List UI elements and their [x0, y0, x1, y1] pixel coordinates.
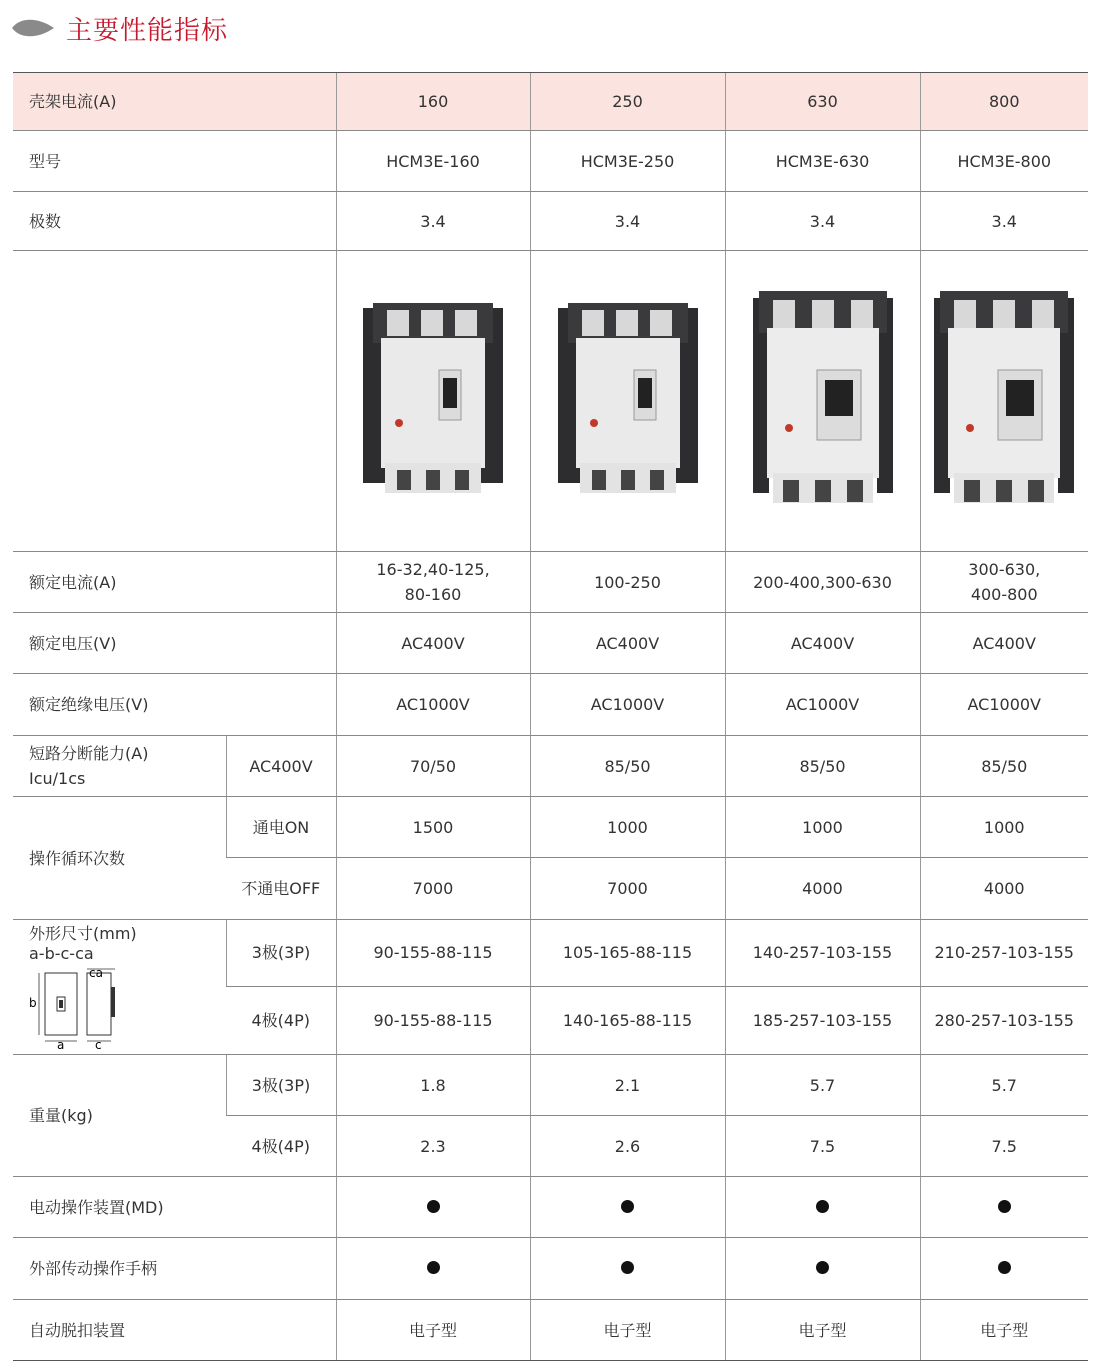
- dimensions-3p-row: [13, 920, 1088, 987]
- weight-4p-sublabel: 4极(4P): [226, 1116, 336, 1177]
- image-row: [13, 251, 1088, 552]
- model-cell: HCM3E-160: [336, 131, 530, 192]
- available-dot-icon: [621, 1261, 634, 1274]
- cycles-on-cell: 1000: [725, 797, 920, 858]
- available-dot-icon: [427, 1200, 440, 1213]
- poles-row: [13, 192, 1088, 251]
- page-title: 主要性能指标: [66, 15, 229, 46]
- cycles-off-cell: 7000: [336, 858, 530, 920]
- model-cell: HCM3E-800: [920, 131, 1088, 192]
- breaker-image-800: [920, 251, 1088, 552]
- motor-operator-cell: [530, 1177, 725, 1238]
- auto-trip-label: 自动脱扣装置: [13, 1300, 336, 1361]
- available-dot-icon: [816, 1200, 829, 1213]
- poles-cell: 3.4: [920, 192, 1088, 251]
- poles-cell: 3.4: [530, 192, 725, 251]
- dimensions-3p-cell: 140-257-103-155: [725, 920, 920, 987]
- rated-current-line: 100-250: [594, 572, 661, 592]
- cycles-label: 操作循环次数: [13, 797, 226, 920]
- dimensions-title: 外形尺寸(mm): [29, 924, 137, 943]
- external-handle-cell: [336, 1238, 530, 1300]
- cycles-on-cell: 1500: [336, 797, 530, 858]
- rated-current-row: [13, 552, 1088, 613]
- motor-operator-cell: [336, 1177, 530, 1238]
- poles-label: 极数: [13, 192, 336, 251]
- breaking-capacity-row: [13, 736, 1088, 797]
- frame-250: 250: [530, 73, 725, 131]
- auto-trip-cell: 电子型: [920, 1300, 1088, 1361]
- cycles-off-cell: 7000: [530, 858, 725, 920]
- frame-160: 160: [336, 73, 530, 131]
- weight-4p-cell: 7.5: [920, 1116, 1088, 1177]
- insulation-voltage-label: 额定绝缘电压(V): [13, 674, 336, 736]
- auto-trip-row: [13, 1300, 1088, 1361]
- weight-3p-cell: 5.7: [920, 1055, 1088, 1116]
- rated-current-cell: [336, 552, 530, 613]
- cycles-off-cell: 4000: [725, 858, 920, 920]
- weight-3p-row: [13, 1055, 1088, 1116]
- cycles-on-cell: 1000: [920, 797, 1088, 858]
- auto-trip-cell: 电子型: [336, 1300, 530, 1361]
- dim-a-label: a: [57, 1038, 65, 1049]
- insulation-voltage-cell: AC1000V: [336, 674, 530, 736]
- weight-label: 重量(kg): [13, 1055, 226, 1177]
- dimensions-4p-cell: 140-165-88-115: [530, 986, 725, 1054]
- breaking-cell: 85/50: [920, 736, 1088, 797]
- weight-3p-cell: 2.1: [530, 1055, 725, 1116]
- available-dot-icon: [427, 1261, 440, 1274]
- rated-current-cell: [530, 552, 725, 613]
- breaking-cell: 70/50: [336, 736, 530, 797]
- rated-current-cell: [725, 552, 920, 613]
- rated-voltage-label: 额定电压(V): [13, 613, 336, 674]
- cycles-on-sublabel: 通电ON: [226, 797, 336, 858]
- breaking-capacity-unit: Icu/1cs: [29, 769, 86, 788]
- model-cell: HCM3E-250: [530, 131, 725, 192]
- circuit-breaker-image: [934, 288, 1074, 508]
- circuit-breaker-image: [558, 298, 698, 498]
- rated-current-line: 200-400,300-630: [753, 572, 892, 592]
- dimensions-formula: a-b-c-ca: [29, 944, 94, 963]
- weight-4p-cell: 2.6: [530, 1116, 725, 1177]
- rated-voltage-cell: AC400V: [920, 613, 1088, 674]
- weight-3p-sublabel: 3极(3P): [226, 1055, 336, 1116]
- spec-table: [13, 72, 1088, 1361]
- external-handle-cell: [725, 1238, 920, 1300]
- model-label: 型号: [13, 131, 336, 192]
- cycles-off-sublabel: 不通电OFF: [226, 858, 336, 920]
- rated-voltage-cell: AC400V: [336, 613, 530, 674]
- dimensions-3p-cell: 210-257-103-155: [920, 920, 1088, 987]
- rated-current-line: 300-630,: [968, 560, 1041, 579]
- breaker-image-250: [530, 251, 725, 552]
- dimensions-4p-cell: 185-257-103-155: [725, 986, 920, 1054]
- dimensions-4p-cell: 90-155-88-115: [336, 986, 530, 1054]
- leaf-bullet-icon: [10, 15, 56, 41]
- header-row: [13, 73, 1088, 131]
- section-title: [10, 8, 228, 48]
- weight-4p-cell: 7.5: [725, 1116, 920, 1177]
- weight-3p-cell: 1.8: [336, 1055, 530, 1116]
- poles-cell: 3.4: [336, 192, 530, 251]
- cycles-on-cell: 1000: [530, 797, 725, 858]
- frame-800: 800: [920, 73, 1088, 131]
- dimension-diagram-icon: [29, 967, 129, 1049]
- available-dot-icon: [816, 1261, 829, 1274]
- breaking-cell: 85/50: [725, 736, 920, 797]
- insulation-voltage-row: [13, 674, 1088, 736]
- circuit-breaker-image: [363, 298, 503, 498]
- frame-current-label: 壳架电流(A): [13, 73, 336, 131]
- available-dot-icon: [621, 1200, 634, 1213]
- rated-current-label: 额定电流(A): [13, 552, 336, 613]
- external-handle-cell: [530, 1238, 725, 1300]
- breaking-cell: 85/50: [530, 736, 725, 797]
- breaker-image-630: [725, 251, 920, 552]
- rated-current-line: 400-800: [970, 585, 1038, 604]
- breaker-image-160: [336, 251, 530, 552]
- motor-operator-cell: [725, 1177, 920, 1238]
- rated-voltage-row: [13, 613, 1088, 674]
- rated-current-line: 16-32,40-125,: [376, 560, 490, 579]
- weight-4p-cell: 2.3: [336, 1116, 530, 1177]
- dimensions-3p-cell: 105-165-88-115: [530, 920, 725, 987]
- model-cell: HCM3E-630: [725, 131, 920, 192]
- dimensions-4p-cell: 280-257-103-155: [920, 986, 1088, 1054]
- frame-630: 630: [725, 73, 920, 131]
- insulation-voltage-cell: AC1000V: [725, 674, 920, 736]
- motor-operator-label: 电动操作装置(MD): [13, 1177, 336, 1238]
- available-dot-icon: [998, 1200, 1011, 1213]
- insulation-voltage-cell: AC1000V: [920, 674, 1088, 736]
- rated-voltage-cell: AC400V: [530, 613, 725, 674]
- model-row: [13, 131, 1088, 192]
- rated-current-cell: [920, 552, 1088, 613]
- image-row-label: [13, 251, 336, 552]
- external-handle-cell: [920, 1238, 1088, 1300]
- motor-operator-row: [13, 1177, 1088, 1238]
- cycles-on-row: [13, 797, 1088, 858]
- breaking-capacity-label: [13, 736, 226, 797]
- motor-operator-cell: [920, 1177, 1088, 1238]
- dim-ca-label: ca: [89, 967, 103, 980]
- dimensions-4p-sublabel: 4极(4P): [226, 986, 336, 1054]
- dimensions-3p-cell: 90-155-88-115: [336, 920, 530, 987]
- poles-cell: 3.4: [725, 192, 920, 251]
- external-handle-row: [13, 1238, 1088, 1300]
- breaking-voltage-sublabel: AC400V: [226, 736, 336, 797]
- cycles-off-cell: 4000: [920, 858, 1088, 920]
- insulation-voltage-cell: AC1000V: [530, 674, 725, 736]
- dimensions-label: [13, 920, 226, 1055]
- rated-current-line: 80-160: [404, 585, 462, 604]
- external-handle-label: 外部传动操作手柄: [13, 1238, 336, 1300]
- circuit-breaker-image: [753, 288, 893, 508]
- dimensions-3p-sublabel: 3极(3P): [226, 920, 336, 987]
- dim-c-label: c: [95, 1038, 102, 1049]
- weight-3p-cell: 5.7: [725, 1055, 920, 1116]
- auto-trip-cell: 电子型: [530, 1300, 725, 1361]
- auto-trip-cell: 电子型: [725, 1300, 920, 1361]
- breaking-capacity-title: 短路分断能力(A): [29, 744, 149, 763]
- dim-b-label: b: [29, 996, 37, 1010]
- rated-voltage-cell: AC400V: [725, 613, 920, 674]
- available-dot-icon: [998, 1261, 1011, 1274]
